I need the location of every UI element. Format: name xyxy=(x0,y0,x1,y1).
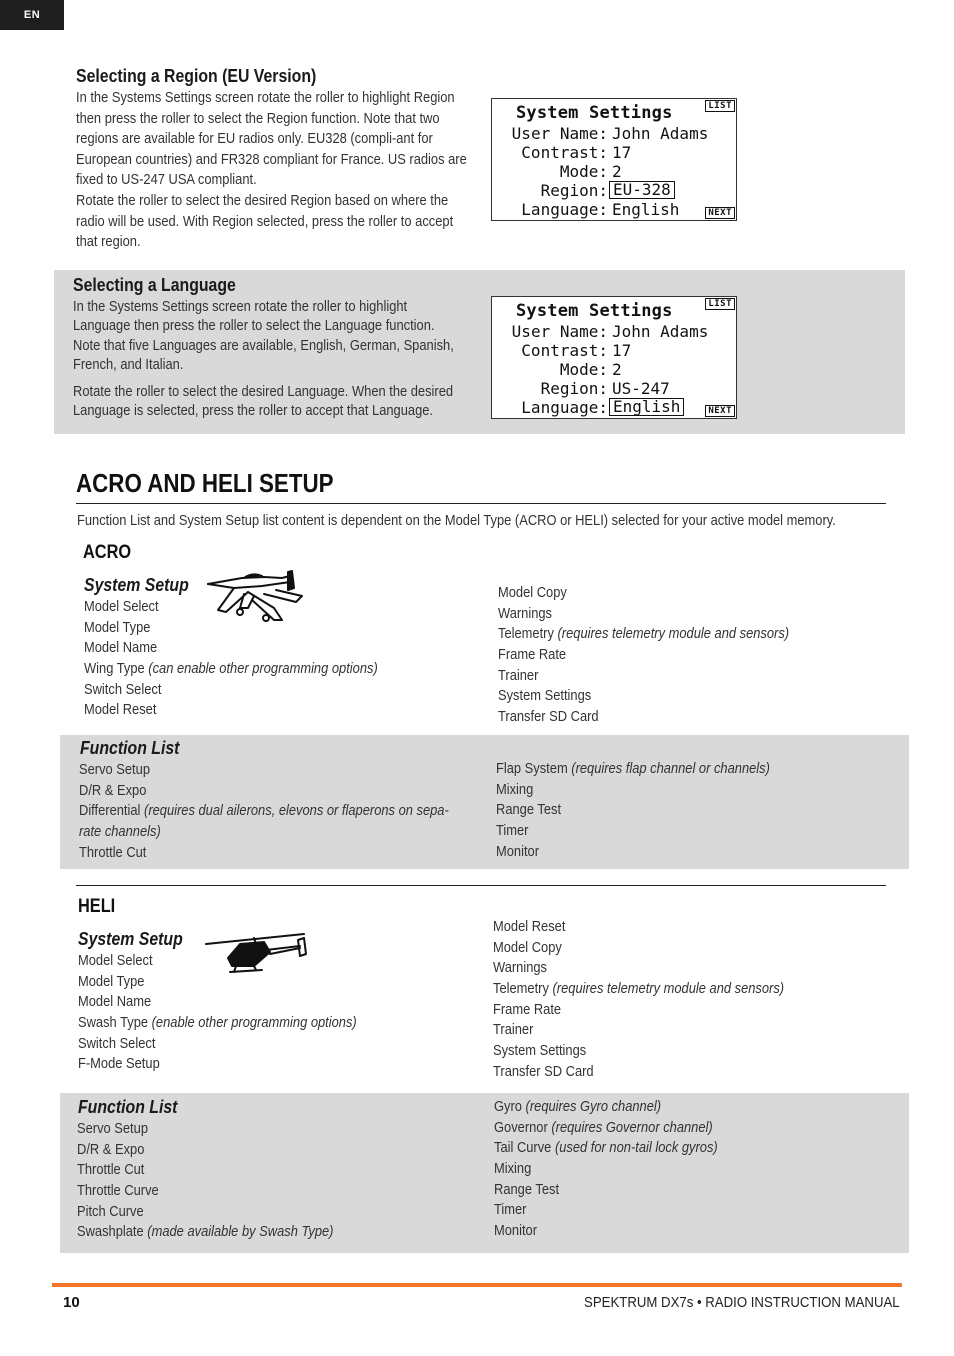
heli-system-setup-heading: System Setup xyxy=(78,929,183,949)
list-item: Wing Type (can enable other programming options) xyxy=(84,660,378,678)
list-item: System Settings xyxy=(498,687,592,705)
acro-system-setup-right-list xyxy=(498,583,789,728)
list-item: Tail Curve (used for non-tail lock gyros) xyxy=(494,1139,718,1157)
lcd-title: System Settings xyxy=(516,103,673,123)
heli-system-setup-right-list xyxy=(493,917,784,1083)
list-item: Swash Type (enable other programming options) xyxy=(78,1014,357,1032)
list-item: Range Test xyxy=(496,801,562,819)
acro-function-list-left xyxy=(79,760,449,863)
list-item: Servo Setup xyxy=(77,1120,149,1137)
list-item: Monitor xyxy=(496,842,540,860)
list-item: Warnings xyxy=(498,604,553,622)
acro-system-setup-heading: System Setup xyxy=(84,575,189,595)
region-paragraph-1: In the Systems Settings screen rotate the roller to highlight Region then press the roller to select the Region function. Note that two regions are available for EU radios only. EU328 (compli-ant for European countries) and FR328 compliant for France. US radios are fixed to US-247 USA compliant. xyxy=(76,89,467,189)
list-item: Model Reset xyxy=(84,701,157,719)
manual-title: SPEKTRUM DX7s • RADIO INSTRUCTION MANUAL xyxy=(584,1294,900,1311)
list-item: Warnings xyxy=(493,959,548,977)
lcd-title: System Settings xyxy=(516,301,673,321)
list-item: Governor (requires Governor channel) xyxy=(494,1118,713,1136)
list-item: Gyro (requires Gyro channel) xyxy=(494,1098,662,1115)
list-item: Servo Setup xyxy=(79,761,151,778)
list-item: Model Copy xyxy=(493,938,562,956)
list-item: Frame Rate xyxy=(498,646,567,664)
list-tag: LIST xyxy=(705,298,735,310)
list-item: Swashplate (made available by Swash Type) xyxy=(77,1223,334,1241)
list-item: Differential (requires dual ailerons, elevons or flaperons on sepa- xyxy=(79,802,449,820)
list-item: Switch Select xyxy=(84,680,162,698)
language-tab: EN xyxy=(0,0,64,30)
lcd-row-contrast: Contrast: 17 xyxy=(521,143,632,162)
list-item: Model Name xyxy=(84,639,158,657)
heli-system-setup-left-list xyxy=(78,951,357,1075)
lcd-row-user-name: User Name: John Adams xyxy=(511,322,709,341)
list-item: Throttle Curve xyxy=(77,1182,159,1200)
lcd-row-region: Region: EU-328 xyxy=(492,181,738,200)
setup-title-rule xyxy=(76,503,886,504)
list-item: Model Reset xyxy=(493,918,566,935)
list-item: Throttle Cut xyxy=(77,1161,145,1179)
next-tag: NEXT xyxy=(705,207,735,219)
heli-label: HELI xyxy=(78,896,116,917)
acro-function-list-right xyxy=(496,759,770,862)
page-number: 10 xyxy=(63,1294,80,1311)
list-item: Trainer xyxy=(493,1021,534,1039)
list-item: Model Copy xyxy=(498,584,567,601)
list-item: Trainer xyxy=(498,666,539,684)
region-paragraph-2: Rotate the roller to select the desired Region based on where the radio will be used. With Region selected, press the roller to accept that region. xyxy=(76,191,454,251)
list-item: System Settings xyxy=(493,1042,587,1060)
region-text xyxy=(76,88,467,253)
list-item: F-Mode Setup xyxy=(78,1055,160,1073)
acro-function-list-heading: Function List xyxy=(80,738,180,758)
lcd-row-language: Language: English xyxy=(521,200,680,219)
list-tag: LIST xyxy=(705,100,735,112)
heli-function-list-heading: Function List xyxy=(78,1097,178,1117)
region-lcd-screen xyxy=(491,98,737,221)
heli-function-list-right xyxy=(494,1097,718,1242)
language-paragraph-2: Rotate the roller to select the desired Language. When the desired Language is selected, press the roller to accept that Language. xyxy=(73,383,454,420)
list-item: rate channels) xyxy=(79,823,161,841)
list-item: Pitch Curve xyxy=(77,1202,144,1220)
setup-title: ACRO AND HELI SETUP xyxy=(76,468,334,498)
lcd-row-mode: Mode: 2 xyxy=(559,360,622,379)
list-item: Model Type xyxy=(84,618,151,636)
language-text xyxy=(73,297,460,421)
region-heading: Selecting a Region (EU Version) xyxy=(76,66,317,86)
list-item: Mixing xyxy=(496,780,534,798)
lcd-row-user-name: User Name: John Adams xyxy=(511,124,709,143)
list-item: Range Test xyxy=(494,1180,560,1198)
list-item: Mixing xyxy=(494,1160,532,1178)
lcd-row-mode: Mode: 2 xyxy=(559,162,622,181)
acro-label: ACRO xyxy=(83,542,132,563)
heli-divider xyxy=(76,885,886,886)
list-item: Telemetry (requires telemetry module and sensors) xyxy=(493,980,785,998)
footer-accent-line xyxy=(52,1283,902,1287)
list-item: D/R & Expo xyxy=(77,1140,145,1158)
list-item: Model Name xyxy=(78,993,152,1011)
list-item: Monitor xyxy=(494,1222,538,1240)
list-item: D/R & Expo xyxy=(79,781,147,799)
setup-intro: Function List and System Setup list content is dependent on the Model Type (ACRO or HELI) selected for your active model memory. xyxy=(77,512,836,529)
list-item: Telemetry (requires telemetry module and sensors) xyxy=(498,625,790,643)
list-item: Timer xyxy=(496,822,529,840)
acro-system-setup-left-list xyxy=(84,597,378,721)
list-item: Model Select xyxy=(84,598,159,615)
list-item: Timer xyxy=(494,1201,527,1219)
next-tag: NEXT xyxy=(705,405,735,417)
list-item: Model Select xyxy=(78,952,153,969)
heli-function-list-left xyxy=(77,1119,333,1243)
language-paragraph-1: In the Systems Settings screen rotate the roller to highlight Language then press the roller to select the Language function. Note that five Languages are available, English, German, Spanish, French, and Italian. xyxy=(73,298,454,373)
list-item: Transfer SD Card xyxy=(498,708,599,726)
lcd-highlight-language: English xyxy=(609,398,684,416)
lcd-highlight-region: EU-328 xyxy=(609,181,675,199)
lcd-row-language: Language: English xyxy=(492,398,738,417)
language-lcd-screen xyxy=(491,296,737,419)
list-item: Throttle Cut xyxy=(79,843,147,861)
list-item: Flap System (requires flap channel or channels) xyxy=(496,760,770,777)
language-heading: Selecting a Language xyxy=(73,275,236,295)
list-item: Transfer SD Card xyxy=(493,1062,594,1080)
lcd-row-contrast: Contrast: 17 xyxy=(521,341,632,360)
list-item: Frame Rate xyxy=(493,1000,562,1018)
lcd-row-region: Region: US-247 xyxy=(540,379,670,398)
list-item: Switch Select xyxy=(78,1034,156,1052)
list-item: Model Type xyxy=(78,972,145,990)
